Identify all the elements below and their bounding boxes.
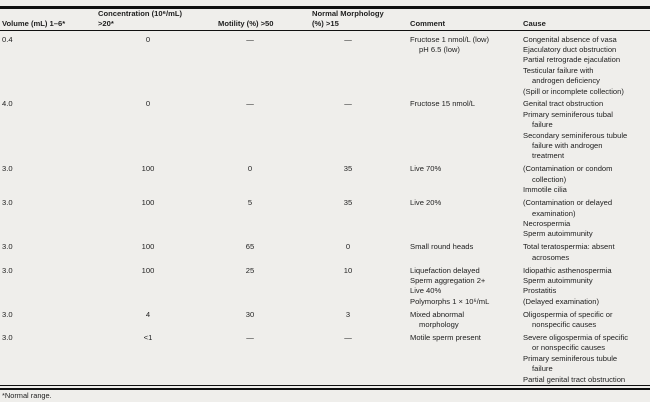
header-cell-motility xyxy=(200,7,300,29)
cell-comment xyxy=(396,266,506,308)
cell-line: Fructose 1 nmol/L (low) xyxy=(410,34,490,44)
cell-line: Prostatitis xyxy=(523,286,557,296)
cell-morphology: — xyxy=(344,34,352,44)
table-row xyxy=(0,240,650,263)
table-bottom-rule xyxy=(0,385,650,390)
cell-volume: 3.0 xyxy=(2,332,13,342)
cell-comment xyxy=(396,310,506,331)
cell-line: Genital tract obstruction xyxy=(523,99,604,109)
cell-line: (Contamination or condom xyxy=(523,164,613,174)
cell-concentration: 100 xyxy=(141,198,155,208)
cell-line: Live 40% xyxy=(410,286,442,296)
cell-line: Total teratospermia: absent xyxy=(523,242,615,252)
header-cell-cause xyxy=(506,7,650,29)
cell-line: Fructose 15 nmol/L xyxy=(410,99,475,109)
cell-motility: 0 xyxy=(247,164,253,174)
cell-volume: 4.0 xyxy=(2,99,13,109)
cell-line: collection) xyxy=(532,174,567,184)
cell-line: failure with androgen xyxy=(532,141,603,151)
cell-line: Ejaculatory duct obstruction xyxy=(523,44,617,54)
cell-line: Primary seminiferous tubule xyxy=(523,353,618,363)
cell-line: acrosomes xyxy=(532,252,570,262)
cell-line: Sperm autoimmunity xyxy=(523,275,593,285)
header-line: >20* xyxy=(98,18,114,28)
cell-volume: 3.0 xyxy=(2,265,13,275)
cell-line: examination) xyxy=(532,208,576,218)
cell-cause xyxy=(506,164,650,195)
cell-concentration: 100 xyxy=(141,242,155,252)
cell-cause xyxy=(506,242,650,263)
cell-morphology: 35 xyxy=(343,198,353,208)
cell-line: Liquefaction delayed xyxy=(410,265,480,275)
header-line: Motility (%) >50 xyxy=(218,18,274,28)
cell-cause xyxy=(506,198,650,240)
table-footnote: *Normal range. xyxy=(2,391,52,400)
cell-line: failure xyxy=(532,120,553,130)
cell-comment xyxy=(396,99,506,161)
cell-morphology: 35 xyxy=(343,164,353,174)
cell-line: Small round heads xyxy=(410,242,474,252)
header-cell-morphology xyxy=(300,7,396,29)
cell-line: Primary seminiferous tubal xyxy=(523,109,613,119)
cell-line: Secondary seminiferous tubule xyxy=(523,130,628,140)
cell-line: morphology xyxy=(419,320,459,330)
cell-cause xyxy=(506,310,650,331)
cell-cause xyxy=(506,35,650,97)
cell-volume: 3.0 xyxy=(2,242,13,252)
cell-line: nonspecific causes xyxy=(532,320,597,330)
cell-concentration: 100 xyxy=(141,265,155,275)
header-cell-volume xyxy=(0,7,96,29)
cell-comment xyxy=(396,164,506,195)
header-bottom-rule xyxy=(0,30,650,32)
cell-motility: 25 xyxy=(245,265,255,275)
cell-motility: 5 xyxy=(247,198,253,208)
header-line: Concentration (10⁶/mL) xyxy=(98,8,183,18)
cell-comment xyxy=(396,242,506,263)
cell-line: Necrospermia xyxy=(523,218,571,228)
cell-line: Immotile cilia xyxy=(523,185,567,195)
table-row xyxy=(0,330,650,385)
cell-comment xyxy=(396,35,506,97)
cell-line: Congenital absence of vasa xyxy=(523,34,617,44)
cell-line: (Delayed examination) xyxy=(523,296,599,306)
cell-line: Motile sperm present xyxy=(410,332,481,342)
header-line: Comment xyxy=(410,18,446,28)
header-cell-comment xyxy=(396,7,506,29)
header-line: Cause xyxy=(523,18,546,28)
table-row xyxy=(0,196,650,240)
cell-line: Mixed abnormal xyxy=(410,309,465,319)
cell-motility: 30 xyxy=(245,309,255,319)
cell-cause xyxy=(506,99,650,161)
cell-cause xyxy=(506,266,650,308)
cell-concentration: 4 xyxy=(145,309,151,319)
cell-line: pH 6.5 (low) xyxy=(419,44,460,54)
cell-volume: 3.0 xyxy=(2,198,13,208)
cell-cause xyxy=(506,333,650,385)
cell-line: Testicular failure with xyxy=(523,65,594,75)
cell-line: failure xyxy=(532,364,553,374)
cell-comment xyxy=(396,333,506,385)
cell-concentration: 0 xyxy=(145,99,151,109)
header-line: Volume (mL) 1–6* xyxy=(2,18,66,28)
cell-line: Partial retrograde ejaculation xyxy=(523,55,621,65)
header-line: (%) >15 xyxy=(312,18,339,28)
table-row xyxy=(0,32,650,97)
cell-volume: 0.4 xyxy=(2,34,13,44)
cell-volume: 3.0 xyxy=(2,164,13,174)
cell-morphology: 10 xyxy=(343,265,353,275)
cell-morphology: 3 xyxy=(345,309,351,319)
table-body xyxy=(0,32,650,385)
cell-line: Live 70% xyxy=(410,164,442,174)
cell-line: Idiopathic asthenospermia xyxy=(523,265,612,275)
cell-line: androgen deficiency xyxy=(532,76,600,86)
cell-line: Polymorphs 1 × 10⁶/mL xyxy=(410,296,490,306)
cell-motility: 65 xyxy=(245,242,255,252)
cell-motility: — xyxy=(246,34,254,44)
cell-line: or nonspecific causes xyxy=(532,343,606,353)
cell-volume: 3.0 xyxy=(2,309,13,319)
table-row xyxy=(0,263,650,307)
cell-concentration: 100 xyxy=(141,164,155,174)
cell-line: (Spill or incomplete collection) xyxy=(523,86,624,96)
cell-line: Sperm aggregation 2+ xyxy=(410,275,486,285)
cell-concentration: <1 xyxy=(143,332,153,342)
cell-line: Oligospermia of specific or xyxy=(523,309,613,319)
header-line: Normal Morphology xyxy=(312,8,384,18)
cell-line: Live 20% xyxy=(410,198,442,208)
table-row xyxy=(0,97,650,162)
cell-line: Severe oligospermia of specific xyxy=(523,332,629,342)
cell-concentration: 0 xyxy=(145,34,151,44)
header-cell-concentration xyxy=(96,7,200,29)
cell-line: Sperm autoimmunity xyxy=(523,229,593,239)
cell-line: (Contamination or delayed xyxy=(523,198,613,208)
cell-line: Partial genital tract obstruction xyxy=(523,374,626,384)
cell-motility: — xyxy=(246,332,254,342)
cell-line: treatment xyxy=(532,151,565,161)
cell-motility: — xyxy=(246,99,254,109)
cell-morphology: 0 xyxy=(345,242,351,252)
table-row xyxy=(0,307,650,330)
table-header xyxy=(0,7,650,29)
cell-comment xyxy=(396,198,506,240)
cell-morphology: — xyxy=(344,332,352,342)
table-row xyxy=(0,162,650,196)
cell-morphology: — xyxy=(344,99,352,109)
